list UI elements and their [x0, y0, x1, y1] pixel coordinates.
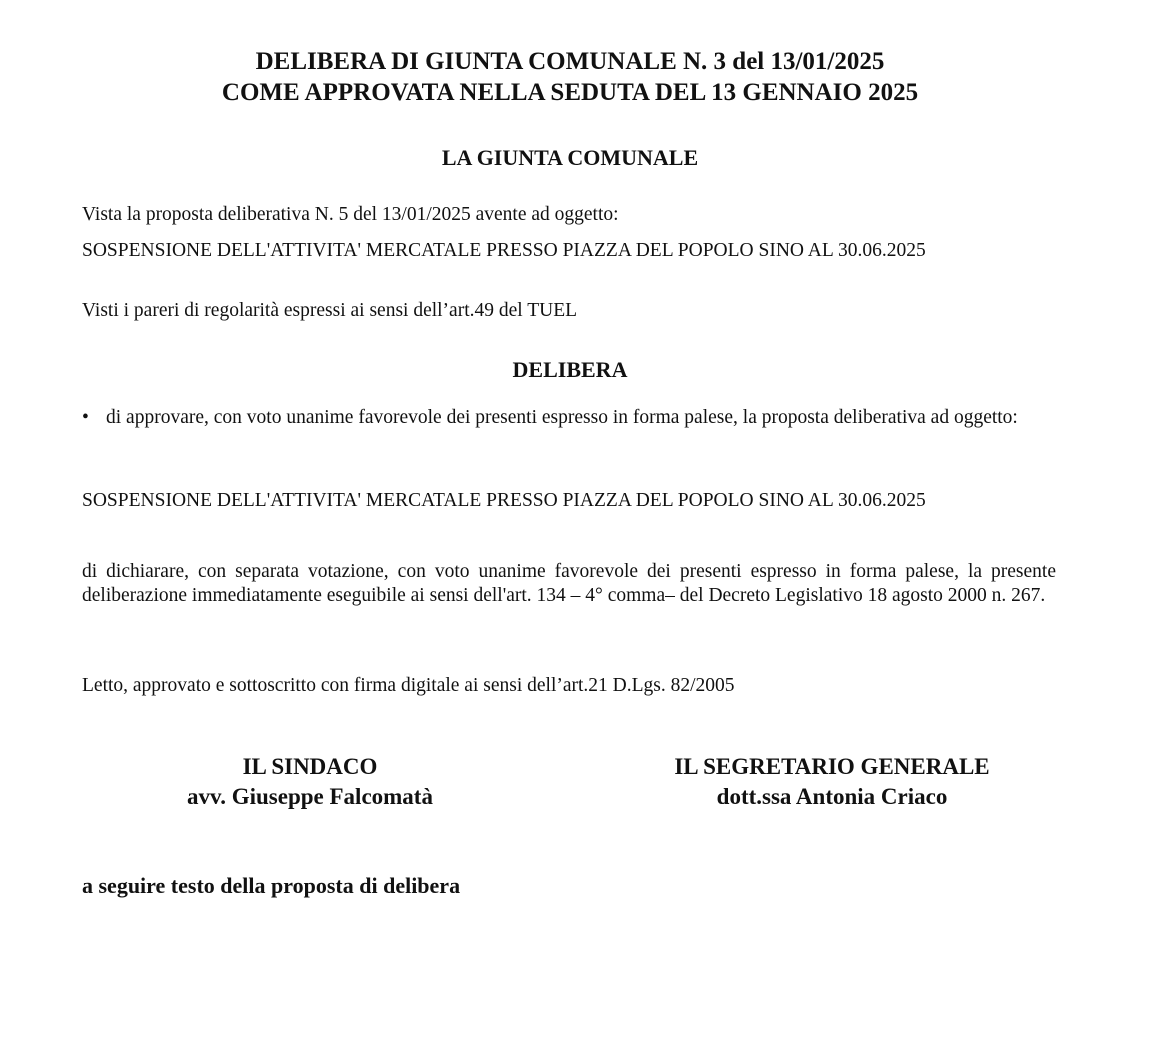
proposal-subject: SOSPENSIONE DELL'ATTIVITA' MERCATALE PRESSO PIAZZA DEL POPOLO SINO AL 30.06.2025: [82, 240, 926, 261]
vista-paragraph: Vista la proposta deliberativa N. 5 del 13/01/2025 avente ad oggetto:: [82, 204, 619, 225]
decision-heading: DELIBERA: [512, 357, 628, 382]
bullet-icon: •: [82, 407, 89, 428]
footer-note: a seguire testo della proposta di delibera: [82, 873, 461, 898]
signatory-secretary: [612, 752, 1052, 812]
decision-subject: SOSPENSIONE DELL'ATTIVITA' MERCATALE PRESSO PIAZZA DEL POPOLO SINO AL 30.06.2025: [82, 490, 926, 511]
signatory-mayor: [130, 752, 490, 812]
signatory-role: IL SINDACO: [242, 754, 378, 779]
declare-paragraph: di dichiarare, con separata votazione, con voto unanime favorevole dei presenti espresso in forma palese, la presente deliberazione immediatamente eseguibile ai sensi dell'art. 134 – 4° comma– del Decreto Legislativo 18 agosto 2000 n. 267.: [82, 561, 1056, 606]
approve-list-item: [82, 406, 1056, 430]
signatory-role: IL SEGRETARIO GENERALE: [674, 754, 990, 779]
document-title-line-1: DELIBERA DI GIUNTA COMUNALE N. 3 del 13/01/2025: [255, 48, 885, 75]
signature-note: Letto, approvato e sottoscritto con firma digitale ai sensi dell’art.21 D.Lgs. 82/2005: [82, 675, 735, 696]
approve-text: di approvare, con voto unanime favorevole dei presenti espresso in forma palese, la proposta deliberativa ad oggetto:: [106, 407, 1018, 428]
signatory-name: dott.ssa Antonia Criaco: [716, 784, 948, 809]
signatory-name: avv. Giuseppe Falcomatà: [187, 784, 433, 809]
visti-paragraph: Visti i pareri di regolarità espressi ai sensi dell’art.49 del TUEL: [82, 300, 578, 321]
document-title-line-2: COME APPROVATA NELLA SEDUTA DEL 13 GENNAIO 2025: [221, 79, 919, 106]
section-heading: LA GIUNTA COMUNALE: [441, 145, 699, 170]
